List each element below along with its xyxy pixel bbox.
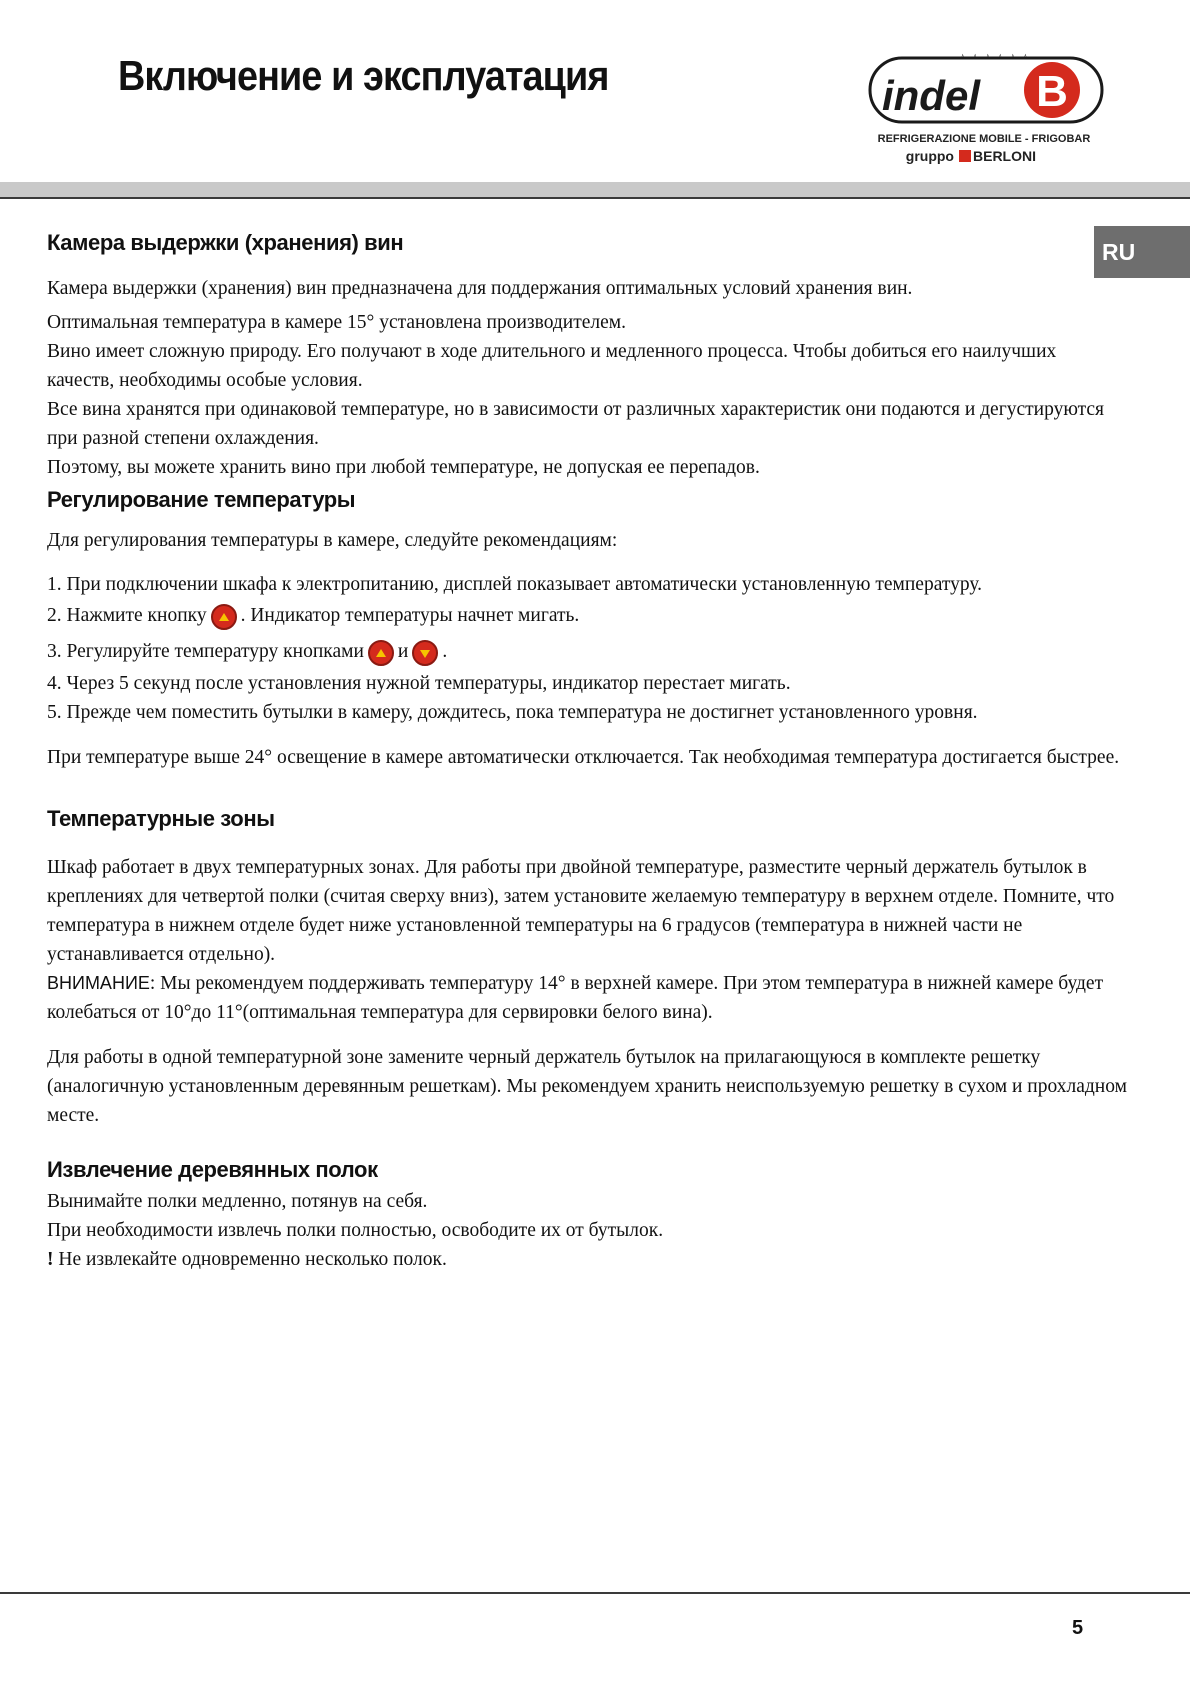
paragraph: При температуре выше 24° освещение в камере автоматически отключается. Так необходимая температура достигается быстрее. (47, 747, 1120, 768)
section-heading-wooden-shelves: Извлечение деревянных полок (47, 1157, 378, 1182)
list-item: 5. Прежде чем поместить бутылки в камеру, дождитесь, пока температура не достигнет установленного уровня. (47, 702, 978, 723)
temperature-up-button-icon (368, 640, 394, 666)
warning-mark: ! (47, 1249, 54, 1270)
header-divider (0, 197, 1190, 199)
paragraph: Вино имеет сложную природу. Его получают в ходе длительного и медленного процесса. Чтобы добиться его наилучших качеств, необходимы особые условия. (47, 341, 1057, 391)
section-heading-temperature-zones: Температурные зоны (47, 806, 275, 831)
temperature-down-button-icon (412, 640, 438, 666)
page-title: Включение и эксплуатация (118, 52, 609, 99)
section-heading-temperature-control: Регулирование температуры (47, 487, 356, 512)
temperature-up-button-icon (211, 604, 237, 630)
section-heading-wine-storage: Камера выдержки (хранения) вин (47, 230, 404, 255)
paragraph: Вынимайте полки медленно, потянув на себя. (47, 1191, 428, 1212)
warning-label: ВНИМАНИЕ (47, 973, 150, 993)
language-tab: RU (1094, 226, 1190, 278)
header-bar (0, 182, 1190, 197)
paragraph: Для работы в одной температурной зоне замените черный держатель бутылок на прилагающуюся в комплекте решетку (аналогичную установленным деревянным решеткам). Мы рекомендуем хранить неиспользуемую решетку в сухом и прохладном месте. (47, 1047, 1127, 1126)
footer-divider (0, 1592, 1190, 1594)
paragraph: Все вина хранятся при одинаковой температуре, но в зависимости от различных характеристик они подаются и дегустируются при разной степени охлаждения. (47, 399, 1105, 449)
svg-text:indel: indel (881, 72, 980, 119)
paragraph: При необходимости извлечь полки полностью, освободите их от бутылок. (47, 1220, 664, 1241)
paragraph: Для регулирования температуры в камере, следуйте рекомендациям: (47, 530, 618, 551)
list-item: 2. Нажмите кнопку . Индикатор температуры начнет мигать. (47, 601, 1127, 630)
list-item: 3. Регулируйте температуру кнопками и . (47, 637, 1127, 666)
svg-text:REFRIGERAZIONE MOBILE - FRIGOB: REFRIGERAZIONE MOBILE - FRIGOBAR (877, 133, 1091, 145)
paragraph: ! Не извлекайте одновременно несколько полок. (47, 1249, 447, 1270)
svg-text:BERLONI: BERLONI (973, 148, 1036, 164)
paragraph: Шкаф работает в двух температурных зонах. Для работы при двойной температуре, разместите черный держатель бутылок в креплениях для четвертой полки (считая сверху вниз), затем установите желаемую температуру в верхнем отделе. Помните, что температура в нижнем отделе будет ниже установленной температуры на 6 градусов (температура в нижней части не устанавливается отдельно). (47, 857, 1115, 965)
paragraph: Оптимальная температура в камере 15° установлена производителем. (47, 312, 627, 333)
svg-text:B: B (1036, 67, 1068, 116)
page-number: 5 (1072, 1617, 1084, 1639)
indel-b-logo (862, 50, 1107, 170)
paragraph: Поэтому, вы можете хранить вино при любой температуре, не допуская ее перепадов. (47, 457, 760, 478)
list-item: 4. Через 5 секунд после установления нужной температуры, индикатор перестает мигать. (47, 673, 791, 694)
list-item: 1. При подключении шкафа к электропитанию, дисплей показывает автоматически установленную температуру. (47, 574, 983, 595)
paragraph: Камера выдержки (хранения) вин предназначена для поддержания оптимальных условий хранения вин. (47, 278, 913, 299)
svg-text:gruppo: gruppo (905, 148, 954, 164)
warning-paragraph: ВНИМАНИЕ: Мы рекомендуем поддерживать температуру 14° в верхней камере. При этом температура в нижней камере будет колебаться от 10°до 11°(оптимальная температура для сервировки белого вина). (47, 973, 1104, 1023)
